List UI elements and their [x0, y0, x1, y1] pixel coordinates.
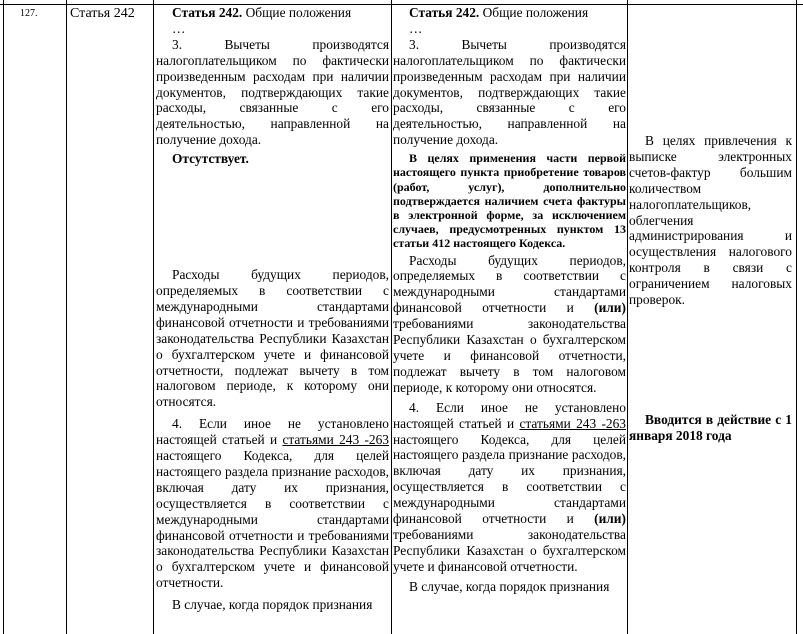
paragraph-3: 3. Вычеты производятся налогоплательщиком по фактически произведенным расходам при наличии документов, подтверждающих такие расходы, связанные с его деятельностью, направленной на получение дохода. [393, 36, 626, 148]
column-border [627, 0, 628, 634]
paragraph-3: 3. Вычеты производятся налогоплательщиком по фактически произведенным расходам при наличии документов, подтверждающих такие расходы, связанные с его деятельностью, направленной на получение дохода. [156, 36, 389, 148]
article-link[interactable]: статьями 243 -263 [282, 432, 389, 448]
column-border [3, 0, 4, 634]
ellipsis: … [172, 20, 186, 36]
cut-off-text: В случае, когда порядок признания [172, 597, 373, 613]
future-expenses-paragraph: Расходы будущих периодов, определяемых в соответствии с международными стандартами финансовой отчетности и (или) требованиями законодательства Республики Казахстан о бухгалтерском учете и финансовой отчетности, подлежат вычету в том налоговом периоде, к которому они относятся. [393, 252, 626, 395]
paragraph-4: 4. Если иное не установлено настоящей статьей и статьями 243 -263 настоящего Кодекса, для целей настоящего раздела признание расходов, включая дату их признания, осуществляется в соответствии с международными стандартами финансовой отчетности и требованиями законодательства Республики Казахстан о бухгалтерском учете и финансовой отчетности. [156, 416, 389, 591]
proposed-wording-cell: Статья 242. Общие положения … 3. Вычеты производятся налогоплательщиком по фактически произведенным расходам при наличии документов, подтверждающих такие расходы, связанные с его деятельностью, направленной на получение дохода. В целях применения части первой настоящего пункта приобретение товаров (работ, услуг), дополнительно подтверждается наличием счета фактуры в электронной форме, за исключением случаев, предусмотренных пунктом 13 статьи 412 настоящего Кодекса. Расходы будущих периодов, определяемых в соответствии с международными стандартами финансовой отчетности и (или) требованиями законодательства Республики Казахстан о бухгалтерском учете и финансовой отчетности, подлежат вычету в том налоговом периоде, к которому они относятся. 4. Если иное не установлено настоящей статьей и статьями 243 -263 настоящего Кодекса, для целей настоящего раздела признание расходов, включая дату их признания, осуществляется в соответствии с международными стандартами финансовой отчетности и (или) требованиями законодательства Республики Казахстан о бухгалтерском учете и финансовой отчетности. В случае, когда порядок признания [393, 5, 626, 594]
column-border [153, 0, 154, 634]
ellipsis: … [409, 20, 423, 36]
column-border [66, 0, 67, 634]
rationale-text: В целях привлечения к выписке электронных счетов-фактур большим количеством налогоплательщиков, облегчения администрирования и осуществления налогового контроля в связи с ограничением налоговых проверок. [629, 133, 792, 308]
column-border [391, 0, 392, 634]
cut-off-text: В случае, когда порядок признания [409, 578, 610, 594]
paragraph-4: 4. Если иное не установлено настоящей статьей и статьями 243 -263 настоящего Кодекса, для целей настоящего раздела признание расходов, включая дату их признания, осуществляется в соответствии с международными стандартами финансовой отчетности и (или) требованиями законодательства Республики Казахстан о бухгалтерском учете и финансовой отчетности. [393, 399, 626, 574]
future-expenses-paragraph: Расходы будущих периодов, определяемых в соответствии с международными стандартами финансовой отчетности и требованиями законодательства Республики Казахстан о бухгалтерском учете и финансовой отчетности, подлежат вычету в том налоговом периоде, к которому они относятся. [156, 267, 389, 410]
article-reference: Статья 242 [70, 6, 135, 21]
row-number: 127. [20, 8, 38, 19]
article-title: Статья 242. [172, 5, 243, 20]
absent-note: Отсутствует. [172, 151, 249, 167]
article-link[interactable]: статьями 243 -263 [519, 415, 626, 431]
article-title: Статья 242. [409, 5, 480, 20]
rationale-cell [629, 133, 792, 444]
new-provision-text: В целях применения части первой настоящего пункта приобретение товаров (работ, услуг), дополнительно подтверждается наличием счета фактуры в электронной форме, за исключением случаев, предусмотренных пунктом 13 статьи 412 настоящего Кодекса. [393, 151, 626, 251]
column-border [796, 0, 797, 634]
effective-date: Вводится в действие с 1 января 2018 года [629, 411, 792, 443]
current-wording-cell: Статья 242. Общие положения … 3. Вычеты производятся налогоплательщиком по фактически произведенным расходам при наличии документов, подтверждающих такие расходы, связанные с его деятельностью, направленной на получение дохода. Отсутствует. Расходы будущих периодов, определяемых в соответствии с международными стандартами финансовой отчетности и требованиями законодательства Республики Казахстан о бухгалтерском учете и финансовой отчетности, подлежат вычету в том налоговом периоде, к которому они относятся. 4. Если иное не установлено настоящей статьей и статьями 243 -263 настоящего Кодекса, для целей настоящего раздела признание расходов, включая дату их признания, осуществляется в соответствии с международными стандартами финансовой отчетности и требованиями законодательства Республики Казахстан о бухгалтерском учете и финансовой отчетности. В случае, когда порядок признания [156, 5, 389, 613]
